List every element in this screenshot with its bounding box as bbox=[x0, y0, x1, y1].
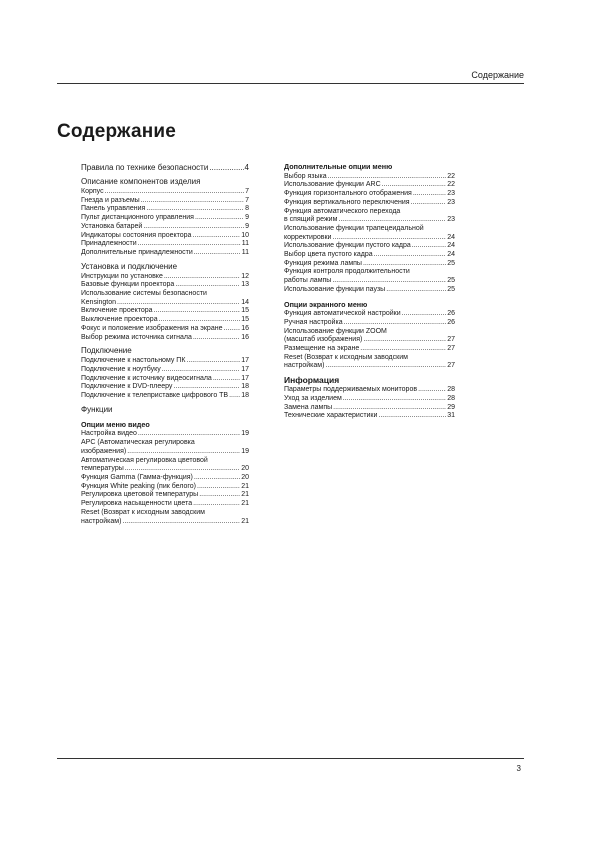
toc-dot-leader bbox=[125, 465, 240, 474]
toc-entry-line bbox=[81, 281, 249, 290]
toc-entry-title: Выбор режима источника сигнала bbox=[81, 333, 192, 341]
toc-entry-line bbox=[81, 307, 249, 316]
toc-page-number: 11 bbox=[241, 240, 249, 248]
toc-page-number: 9 bbox=[245, 214, 249, 222]
toc-entry-title: Фокус и положение изображения на экране bbox=[81, 324, 223, 332]
toc-entry[interactable] bbox=[81, 366, 249, 375]
toc-dot-leader bbox=[328, 173, 447, 182]
toc-entry-title: Функция режима лампы bbox=[284, 259, 362, 267]
toc-entry-title: Подключение к DVD-плееру bbox=[81, 383, 173, 391]
running-header: Содержание bbox=[471, 70, 524, 80]
toc-entry-line bbox=[81, 392, 249, 401]
toc-entry-line bbox=[81, 500, 249, 509]
toc-dot-leader bbox=[194, 249, 241, 258]
toc-entry-title: Использование функции паузы bbox=[284, 285, 386, 293]
toc-dot-leader bbox=[138, 430, 240, 439]
toc-entry-title: Размещение на экране bbox=[284, 345, 360, 353]
toc-entry-title-cont: изображения) bbox=[81, 447, 127, 455]
toc-dot-leader bbox=[332, 234, 446, 243]
toc-entry-line bbox=[284, 345, 455, 354]
toc-entry[interactable] bbox=[284, 251, 455, 260]
toc-dot-leader bbox=[374, 251, 447, 260]
toc-dot-leader bbox=[122, 518, 240, 527]
toc-entry[interactable] bbox=[81, 509, 249, 526]
toc-dot-leader bbox=[363, 260, 446, 269]
toc-entry-line bbox=[81, 375, 249, 384]
toc-right-column bbox=[284, 163, 455, 421]
toc-entry[interactable] bbox=[81, 439, 249, 456]
toc-entry[interactable] bbox=[284, 404, 455, 413]
toc-entry[interactable] bbox=[81, 334, 249, 343]
toc-page-number: 7 bbox=[245, 196, 249, 204]
toc-entry-line bbox=[81, 448, 249, 457]
toc-entry-title: Инструкции по установке bbox=[81, 272, 163, 280]
toc-dot-leader bbox=[413, 190, 446, 199]
toc-entry-line bbox=[284, 251, 455, 260]
toc-entry[interactable] bbox=[81, 232, 249, 241]
toc-entry-title: Включение проектора bbox=[81, 307, 153, 315]
toc-entry-title: Функция автоматической настройки bbox=[284, 310, 401, 318]
toc-entry-line bbox=[284, 181, 455, 190]
toc-entry[interactable] bbox=[284, 354, 455, 371]
toc-dot-leader bbox=[411, 199, 447, 208]
toc-page-number: 16 bbox=[241, 333, 249, 341]
toc-entry[interactable] bbox=[284, 345, 455, 354]
toc-page-number: 21 bbox=[241, 500, 249, 508]
toc-entry[interactable] bbox=[81, 273, 249, 282]
toc-entry[interactable] bbox=[284, 181, 455, 190]
toc-page-number: 17 bbox=[241, 357, 249, 365]
toc-entry-title: Использование функции трапецеидальной bbox=[284, 224, 424, 232]
toc-entry[interactable] bbox=[81, 474, 249, 483]
toc-entry[interactable] bbox=[284, 242, 455, 251]
toc-entry-line bbox=[81, 232, 249, 241]
toc-dot-leader bbox=[378, 412, 446, 421]
toc-entry-title: Функция вертикального переключения bbox=[284, 198, 410, 206]
toc-entry-line bbox=[81, 474, 249, 483]
toc-dot-leader bbox=[360, 345, 446, 354]
toc-entry-title: Базовые функции проектора bbox=[81, 281, 175, 289]
toc-page-number: 4 bbox=[244, 163, 249, 172]
toc-page-number: 14 bbox=[241, 298, 249, 306]
toc-entry-title: Настройка видео bbox=[81, 430, 137, 438]
toc-page-number: 18 bbox=[241, 392, 249, 400]
toc-entry-title: Правила по технике безопасности bbox=[81, 163, 209, 172]
toc-entry[interactable] bbox=[81, 249, 249, 258]
toc-page-number: 20 bbox=[241, 473, 249, 481]
toc-entry[interactable] bbox=[81, 223, 249, 232]
toc-entry-title: Подключение к настольному ПК bbox=[81, 357, 186, 365]
toc-entry-title-cont: в спящий режим bbox=[284, 216, 338, 224]
toc-page-number: 23 bbox=[447, 198, 455, 206]
toc-dot-leader bbox=[197, 483, 240, 492]
toc-entry-title: Корпус bbox=[81, 188, 104, 195]
toc-entry[interactable] bbox=[81, 240, 249, 249]
toc-entry[interactable] bbox=[81, 281, 249, 290]
toc-dot-leader bbox=[192, 232, 240, 241]
toc-entry[interactable] bbox=[284, 395, 455, 404]
toc-entry-line bbox=[284, 386, 455, 395]
toc-dot-leader bbox=[194, 474, 240, 483]
toc-entry[interactable] bbox=[81, 214, 249, 223]
toc-dot-leader bbox=[332, 277, 446, 286]
toc-entry[interactable] bbox=[284, 286, 455, 295]
toc-entry-line bbox=[81, 465, 249, 474]
toc-section-heading: Функции bbox=[81, 404, 113, 414]
toc-entry-line bbox=[284, 242, 455, 251]
toc-entry[interactable] bbox=[81, 290, 249, 307]
toc-dot-leader bbox=[386, 286, 446, 295]
toc-entry[interactable] bbox=[81, 357, 249, 366]
toc-entry[interactable] bbox=[81, 188, 249, 197]
toc-entry-line bbox=[284, 404, 455, 413]
toc-entry[interactable] bbox=[284, 260, 455, 269]
toc-entry[interactable] bbox=[284, 310, 455, 319]
toc-entry[interactable] bbox=[284, 268, 455, 285]
toc-entry-title: Использование функции ARC bbox=[284, 181, 381, 189]
toc-dot-leader bbox=[418, 386, 446, 395]
toc-section-heading: Установка и подключение bbox=[81, 261, 178, 271]
toc-dot-leader bbox=[402, 310, 447, 319]
toc-page-number: 27 bbox=[447, 336, 455, 344]
toc-entry-line bbox=[284, 234, 455, 243]
toc-entry[interactable] bbox=[284, 225, 455, 242]
toc-page-number: 25 bbox=[447, 277, 455, 285]
toc-dot-leader bbox=[338, 216, 446, 225]
toc-entry-line bbox=[284, 412, 455, 421]
toc-page-number: 31 bbox=[447, 412, 455, 420]
toc-page-number: 27 bbox=[447, 362, 455, 370]
toc-entry-title: Параметры поддерживаемых мониторов bbox=[284, 386, 418, 394]
header-rule bbox=[57, 83, 524, 84]
toc-page-number: 10 bbox=[241, 231, 249, 239]
toc-entry-title: Пульт дистанционного управления bbox=[81, 214, 194, 222]
toc-dot-leader bbox=[146, 205, 244, 214]
toc-entry[interactable] bbox=[284, 208, 455, 225]
toc-entry-line bbox=[284, 199, 455, 208]
toc-section-heading: Информация bbox=[284, 375, 340, 386]
toc-subheading: Опции экранного меню bbox=[284, 299, 368, 309]
page-number: 3 bbox=[516, 764, 521, 773]
toc-entry-title: Регулировка насыщенности цвета bbox=[81, 500, 193, 508]
toc-dot-leader bbox=[412, 242, 446, 251]
toc-page-number: 9 bbox=[245, 222, 249, 230]
toc-entry-title: Подключение к источнику видеосигнала bbox=[81, 374, 212, 382]
toc-entry-title: Установка батарей bbox=[81, 222, 143, 230]
toc-entry-title: Функция контроля продолжительности bbox=[284, 268, 410, 276]
toc-entry-title: Панель управления bbox=[81, 205, 146, 213]
toc-dot-leader bbox=[154, 307, 241, 316]
toc-entry-title: Дополнительные принадлежности bbox=[81, 248, 193, 256]
toc-entry-line bbox=[284, 336, 455, 345]
toc-entry-line bbox=[284, 319, 455, 328]
toc-entry-line bbox=[284, 310, 455, 319]
toc-entry-title: Принадлежности bbox=[81, 240, 137, 248]
toc-entry-title-cont: настройкам) bbox=[81, 517, 122, 525]
toc-entry-line bbox=[81, 163, 249, 173]
toc-page-number: 15 bbox=[241, 307, 249, 315]
toc-subheading: Опции меню видео bbox=[81, 419, 150, 429]
toc-entry-line bbox=[81, 325, 249, 334]
toc-page-number: 12 bbox=[241, 272, 249, 280]
toc-entry-line bbox=[81, 205, 249, 214]
toc-page-number: 29 bbox=[447, 403, 455, 411]
toc-entry-title: Функция горизонтального отображения bbox=[284, 190, 412, 198]
toc-page-number: 21 bbox=[241, 491, 249, 499]
toc-entry[interactable] bbox=[284, 199, 455, 208]
toc-page-number: 26 bbox=[447, 310, 455, 318]
toc-entry[interactable] bbox=[284, 190, 455, 199]
toc-dot-leader bbox=[344, 319, 447, 328]
toc-entry-line bbox=[284, 286, 455, 295]
toc-page-number: 13 bbox=[241, 281, 249, 289]
toc-page-number: 24 bbox=[447, 233, 455, 241]
toc-entry-title: Замена лампы bbox=[284, 403, 333, 411]
toc-entry-title: Индикаторы состояния проектора bbox=[81, 231, 192, 239]
toc-entry[interactable] bbox=[81, 307, 249, 316]
toc-entry-title: Reset (Возврат к исходным заводским bbox=[81, 508, 205, 516]
toc-page-number: 21 bbox=[241, 482, 249, 490]
toc-dot-leader bbox=[138, 240, 241, 249]
toc-entry[interactable] bbox=[81, 325, 249, 334]
toc-entry-title: Регулировка цветовой температуры bbox=[81, 491, 199, 499]
toc-entry[interactable] bbox=[81, 392, 249, 401]
toc-dot-leader bbox=[199, 491, 240, 500]
toc-dot-leader bbox=[173, 383, 240, 392]
toc-entry-line bbox=[81, 188, 249, 197]
toc-entry-line bbox=[81, 357, 249, 366]
toc-entry-title: APC (Автоматическая регулировка bbox=[81, 439, 195, 447]
toc-page-number: 22 bbox=[447, 172, 455, 180]
toc-entry[interactable] bbox=[284, 386, 455, 395]
toc-subheading: Дополнительные опции меню bbox=[284, 162, 393, 171]
toc-section-entry[interactable] bbox=[81, 163, 249, 173]
toc-entry-title: Выключение проектора bbox=[81, 316, 158, 324]
toc-page-number: 20 bbox=[241, 465, 249, 473]
toc-page-number: 8 bbox=[245, 205, 249, 213]
toc-entry-title-cont: настройкам) bbox=[284, 362, 325, 370]
toc-dot-leader bbox=[143, 223, 244, 232]
toc-dot-leader bbox=[325, 362, 446, 371]
toc-entry[interactable] bbox=[284, 412, 455, 421]
toc-dot-leader bbox=[343, 395, 446, 404]
toc-entry-line bbox=[81, 334, 249, 343]
toc-dot-leader bbox=[195, 214, 244, 223]
toc-dot-leader bbox=[223, 325, 240, 334]
toc-dot-leader bbox=[229, 392, 240, 401]
toc-entry-title: Уход за изделием bbox=[284, 394, 342, 402]
toc-entry-line bbox=[284, 216, 455, 225]
toc-entry-title: Подключение к ноутбуку bbox=[81, 365, 161, 373]
toc-dot-leader bbox=[333, 404, 446, 413]
toc-entry[interactable] bbox=[81, 383, 249, 392]
toc-dot-leader bbox=[209, 163, 243, 173]
toc-entry-line bbox=[81, 518, 249, 527]
toc-entry-line bbox=[284, 277, 455, 286]
toc-entry-line bbox=[284, 362, 455, 371]
toc-entry-line bbox=[284, 173, 455, 182]
toc-entry-line bbox=[284, 395, 455, 404]
toc-page-number: 24 bbox=[447, 251, 455, 259]
footer-rule bbox=[57, 758, 524, 759]
toc-dot-leader bbox=[175, 281, 240, 290]
toc-page-number: 16 bbox=[241, 324, 249, 332]
toc-page-number: 19 bbox=[241, 447, 249, 455]
toc-entry-line bbox=[81, 240, 249, 249]
toc-entry-line bbox=[81, 383, 249, 392]
toc-entry-title-cont: Kensington bbox=[81, 298, 117, 306]
toc-entry[interactable] bbox=[81, 500, 249, 509]
toc-entry-line bbox=[81, 273, 249, 282]
toc-page-number: 28 bbox=[447, 386, 455, 394]
toc-entry[interactable] bbox=[284, 328, 455, 345]
toc-entry-title: Выбор цвета пустого кадра bbox=[284, 251, 373, 259]
toc-entry-line bbox=[81, 366, 249, 375]
toc-entry-title: Функция автоматического перехода bbox=[284, 207, 401, 215]
toc-entry-line bbox=[81, 430, 249, 439]
toc-dot-leader bbox=[159, 316, 241, 325]
toc-entry[interactable] bbox=[81, 457, 249, 474]
toc-entry-line bbox=[284, 190, 455, 199]
toc-dot-leader bbox=[213, 375, 240, 384]
toc-entry-line bbox=[81, 249, 249, 258]
toc-page-number: 23 bbox=[447, 216, 455, 224]
toc-dot-leader bbox=[117, 299, 240, 308]
toc-entry[interactable] bbox=[81, 430, 249, 439]
toc-page-number: 22 bbox=[447, 181, 455, 189]
toc-entry-title: Подключение к телеприставке цифрового ТВ bbox=[81, 392, 229, 400]
toc-entry-title: Reset (Возврат к исходным заводским bbox=[284, 353, 408, 361]
toc-dot-leader bbox=[127, 448, 240, 457]
toc-entry-line bbox=[81, 316, 249, 325]
toc-entry-title-cont: работы лампы bbox=[284, 277, 332, 285]
toc-entry[interactable] bbox=[81, 491, 249, 500]
toc-entry[interactable] bbox=[284, 319, 455, 328]
toc-entry[interactable] bbox=[81, 197, 249, 206]
page-title: Содержание bbox=[57, 121, 177, 142]
toc-page-number: 17 bbox=[241, 374, 249, 382]
toc-left-column bbox=[81, 163, 249, 526]
toc-entry-line bbox=[284, 260, 455, 269]
toc-page-number: 25 bbox=[447, 285, 455, 293]
toc-page-number: 17 bbox=[241, 365, 249, 373]
toc-entry-title-cont: корректировки bbox=[284, 233, 332, 241]
toc-page-number: 24 bbox=[447, 242, 455, 250]
toc-dot-leader bbox=[105, 188, 245, 197]
toc-entry-line bbox=[81, 299, 249, 308]
toc-entry-line bbox=[81, 491, 249, 500]
toc-page-number: 18 bbox=[241, 383, 249, 391]
toc-entry-title: Функция White peaking (пик белого) bbox=[81, 482, 197, 490]
toc-section-heading: Подключение bbox=[81, 346, 132, 356]
toc-page-number: 19 bbox=[241, 430, 249, 438]
toc-entry-title: Автоматическая регулировка цветовой bbox=[81, 456, 208, 464]
toc-entry-line bbox=[81, 223, 249, 232]
toc-entry-title: Технические характеристики bbox=[284, 412, 378, 420]
toc-page-number: 26 bbox=[447, 318, 455, 326]
toc-entry-line bbox=[81, 214, 249, 223]
toc-page-number: 25 bbox=[447, 259, 455, 267]
toc-entry-title: Использование функции пустого кадра bbox=[284, 242, 411, 250]
toc-entry[interactable] bbox=[284, 173, 455, 182]
toc-dot-leader bbox=[382, 181, 447, 190]
toc-entry-title: Выбор языка bbox=[284, 172, 327, 180]
toc-entry[interactable] bbox=[81, 375, 249, 384]
toc-page-number: 28 bbox=[447, 394, 455, 402]
toc-page-number: 27 bbox=[447, 345, 455, 353]
toc-entry-title: Гнезда и разъемы bbox=[81, 196, 140, 204]
toc-page-number: 15 bbox=[241, 316, 249, 324]
toc-entry[interactable] bbox=[81, 316, 249, 325]
toc-page-number: 11 bbox=[241, 248, 249, 256]
toc-dot-leader bbox=[164, 273, 240, 282]
toc-dot-leader bbox=[141, 197, 244, 206]
toc-entry[interactable] bbox=[81, 205, 249, 214]
toc-entry-title-cont: (масштаб изображения) bbox=[284, 336, 363, 344]
toc-page-number: 23 bbox=[447, 190, 455, 198]
toc-entry-title: Использование функции ZOOM bbox=[284, 327, 387, 335]
toc-dot-leader bbox=[193, 500, 240, 509]
toc-dot-leader bbox=[186, 357, 240, 366]
toc-page-number: 7 bbox=[245, 188, 249, 195]
toc-entry-title-cont: температуры bbox=[81, 465, 124, 473]
toc-entry-title: Функция Gamma (Гамма-функция) bbox=[81, 473, 193, 481]
toc-entry-title: Использование системы безопасности bbox=[81, 290, 207, 298]
toc-dot-leader bbox=[162, 366, 240, 375]
toc-section-heading: Описание компонентов изделия bbox=[81, 177, 201, 186]
toc-entry-line bbox=[81, 197, 249, 206]
toc-dot-leader bbox=[363, 336, 446, 345]
toc-dot-leader bbox=[193, 334, 240, 343]
toc-page-number: 21 bbox=[241, 517, 249, 525]
toc-entry-title: Ручная настройка bbox=[284, 318, 343, 326]
